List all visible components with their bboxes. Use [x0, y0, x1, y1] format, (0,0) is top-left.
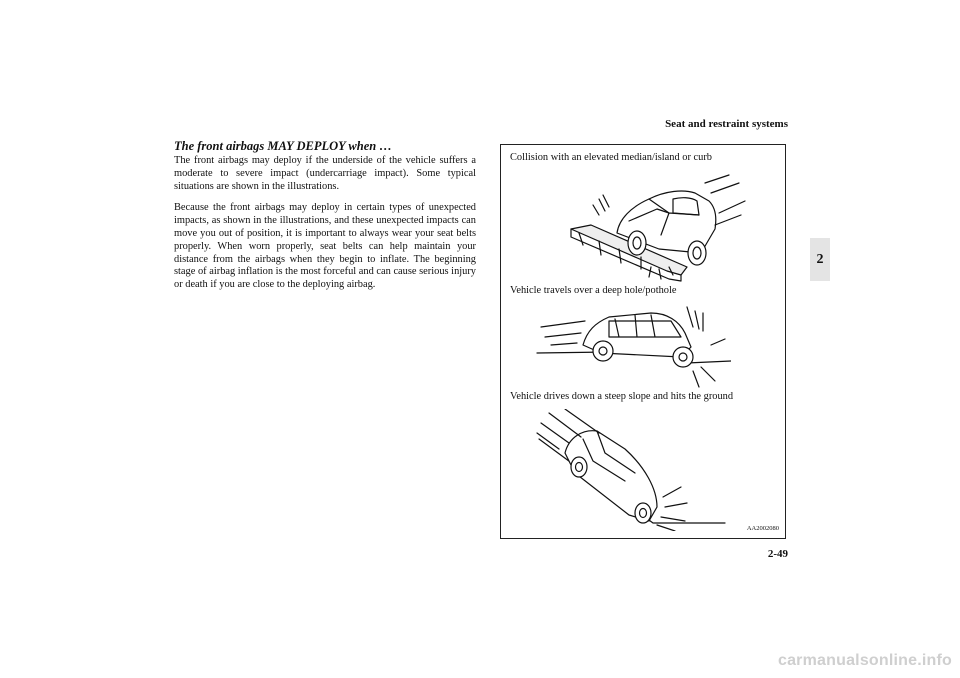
- paragraph-2: Because the front airbags may deploy in certain types of unexpected impacts, as shown in the illustrations, and these unexpected impacts can move you out of position, it is important to always wear your seat belts properly. When worn properly, seat belts can help maintain your distance from the airbags when they begin to inflate. The beginning stage of airbag inflation is the most forceful and can cause serious injury or death if you are close to the deploying airbag.: [174, 202, 476, 291]
- main-content: [174, 139, 476, 301]
- caption-curb: Collision with an elevated median/island or curb: [510, 152, 712, 163]
- page-number: 2-49: [767, 548, 788, 560]
- section-heading: The front airbags MAY DEPLOY when …: [174, 139, 392, 153]
- running-header: Seat and restraint systems: [665, 118, 788, 130]
- illustration-panel: [500, 144, 786, 539]
- figure-code: AA2002080: [746, 525, 779, 532]
- paragraph-1: The front airbags may deploy if the underside of the vehicle suffers a moderate to severe impact (undercarriage impact). Some typical situations are shown in the illustrations.: [174, 155, 476, 192]
- section-number: 2: [816, 251, 824, 267]
- watermark: carmanualsonline.info: [777, 652, 952, 669]
- section-tab: [810, 238, 830, 281]
- car-over-pothole-illustration: [531, 301, 731, 391]
- caption-slope: Vehicle drives down a steep slope and hits the ground: [510, 391, 734, 402]
- car-hitting-curb-illustration: [569, 171, 749, 283]
- caption-pothole: Vehicle travels over a deep hole/pothole: [510, 285, 677, 296]
- car-down-slope-illustration: [535, 409, 735, 531]
